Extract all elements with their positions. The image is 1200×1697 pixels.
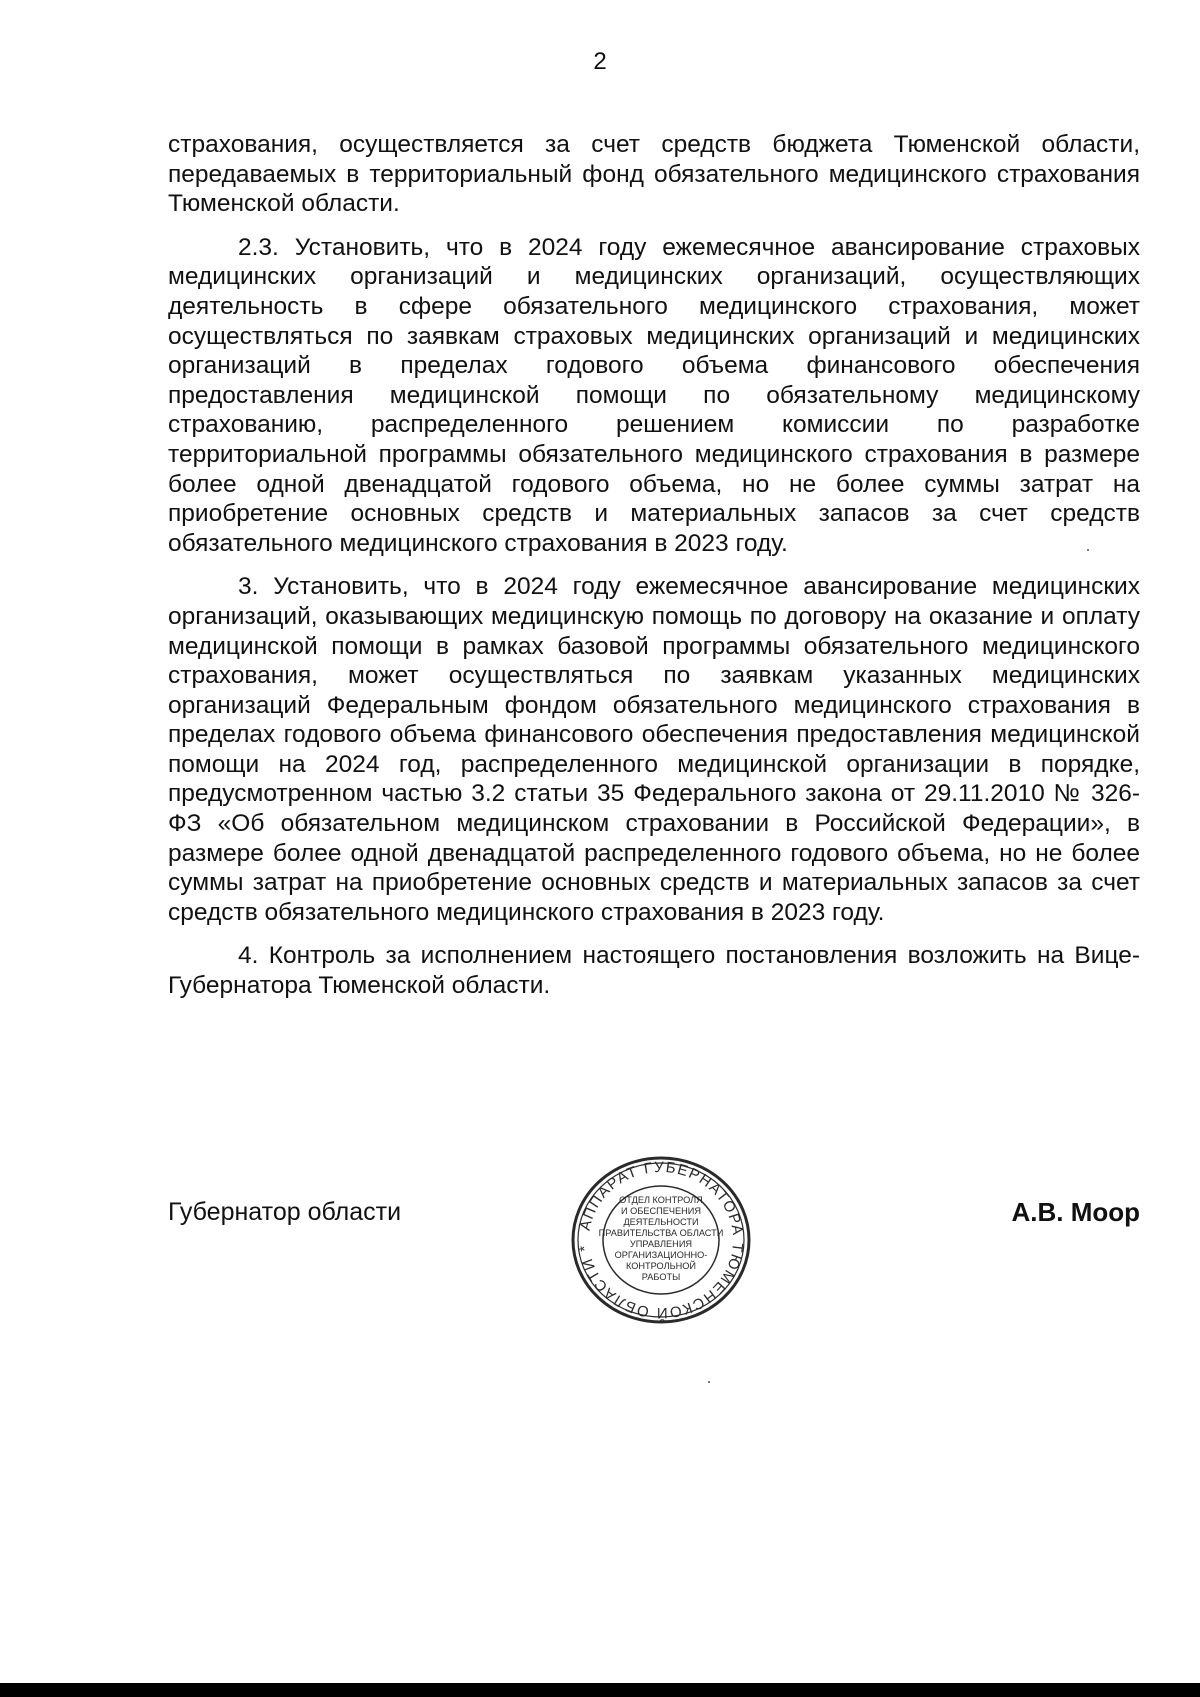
seal-outer-text: АППАРАТ ГУБЕРНАТОРА ТЮМЕНСКОЙ ОБЛАСТИ * [576,1158,747,1322]
seal-line: ОТДЕЛ КОНТРОЛЯ [619,1195,703,1205]
signature-block [168,1155,1140,1322]
scan-edge-bar [0,1683,1200,1697]
document-body [168,130,1140,1015]
seal-line: ОРГАНИЗАЦИОННО- [614,1250,708,1260]
official-seal [566,1155,756,1325]
paragraph-4: 4. Контроль за исполнением настоящего постановления возложить на Вице-Губернатора Тюменской области. [168,942,1140,1000]
scan-speck [708,1381,710,1383]
seal-line: КОНТРОЛЬНОЙ [625,1261,697,1271]
seal-line: И ОБЕСПЕЧЕНИЯ [621,1206,701,1216]
page-number: 2 [593,48,607,75]
paragraph-2-3: 2.3. Установить, что в 2024 году ежемесячное авансирование страховых медицинских организаций и медицинских организаций, осуществляющих деятельность в сфере обязательного медицинского страхования, может осуществляться по заявкам страховых медицинских организаций и медицинских организаций в пределах годового объема финансового обеспечения предоставления медицинской помощи по обязательному медицинскому страхованию, распределенного решением комиссии по разработке территориальной программы обязательного медицинского страхования в размере более одной двенадцатой годового объема, но не более суммы затрат на приобретение основных средств и материальных запасов за счет средств обязательного медицинского страхования в 2023 году. [168,233,1140,557]
seal-line: РАБОТЫ [641,1272,681,1282]
paragraph-3: 3. Установить, что в 2024 году ежемесячное авансирование медицинских организаций, оказывающих медицинскую помощь по договору на оказание и оплату медицинской помощи в рамках базовой программы обязательного медицинского страхования, может осуществляться по заявкам указанных медицинских организаций Федеральным фондом обязательного медицинского страхования в пределах годового объема финансового обеспечения предоставления медицинской помощи на 2024 год, распределенного медицинской организации в порядке, предусмотренном частью 3.2 статьи 35 Федерального закона от 29.11.2010 № 326-ФЗ «Об обязательном медицинском страховании в Российской Федерации», в размере более одной двенадцатой распределенного годового объема, но не более суммы затрат на приобретение основных средств и материальных запасов за счет средств обязательного медицинского страхования в 2023 году. [168,573,1140,926]
signer-title: Губернатор области [168,1198,402,1226]
scan-speck [1087,549,1089,551]
seal-line: ПРАВИТЕЛЬСТВА ОБЛАСТИ [598,1228,724,1238]
signer-name: А.В. Моор [1011,1197,1140,1227]
seal-icon [566,1155,756,1325]
paragraph-continuation: страхования, осуществляется за счет средств бюджета Тюменской области, передаваемых в территориальный фонд обязательного медицинского страхования Тюменской области. [168,131,1140,218]
seal-line: ДЕЯТЕЛЬНОСТИ [623,1217,699,1227]
seal-line: УПРАВЛЕНИЯ [629,1239,693,1249]
